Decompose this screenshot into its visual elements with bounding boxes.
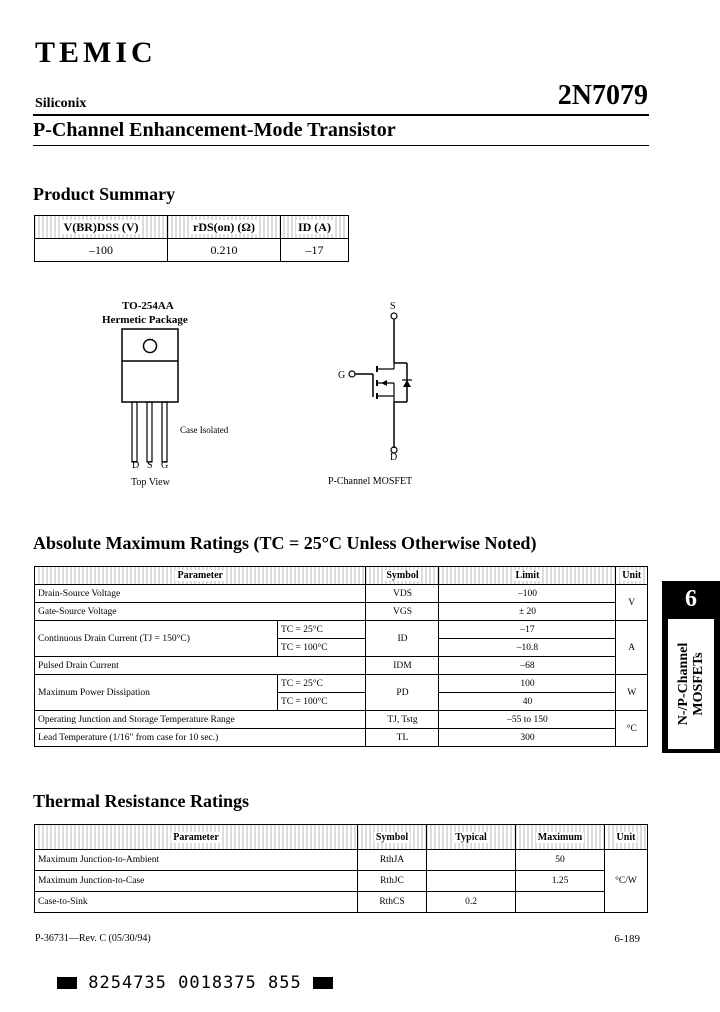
amr-header-unit: Unit xyxy=(616,567,648,585)
header-rule xyxy=(33,114,649,116)
brand-name: Siliconix xyxy=(35,96,87,111)
amr-idm-symbol: IDM xyxy=(366,657,439,675)
part-number: 2N7079 xyxy=(557,80,648,111)
package-drawing xyxy=(110,326,250,476)
company-logo: TEMIC xyxy=(35,36,157,69)
schematic-d-label: D xyxy=(390,452,398,463)
tr-ja-typical xyxy=(427,850,516,871)
barcode-block-left xyxy=(57,977,77,989)
tr-ja-param: Maximum Junction-to-Ambient xyxy=(35,850,358,871)
barcode-line xyxy=(57,973,333,993)
amr-pd-symbol: PD xyxy=(366,675,439,711)
amr-id-limit1: –17 xyxy=(439,621,616,639)
amr-pd-limit2: 40 xyxy=(439,693,616,711)
page-title: P-Channel Enhancement-Mode Transistor xyxy=(33,119,396,141)
thermal-heading: Thermal Resistance Ratings xyxy=(33,791,249,811)
amr-vgs-param: Gate-Source Voltage xyxy=(35,603,366,621)
tr-cs-param: Case-to-Sink xyxy=(35,892,358,913)
tr-cs-typical: 0.2 xyxy=(427,892,516,913)
tr-header-maximum: Maximum xyxy=(516,825,605,850)
package-type: Hermetic Package xyxy=(102,314,188,326)
amr-tj-symbol: TJ, Tstg xyxy=(366,711,439,729)
section-label-box xyxy=(668,619,714,749)
amr-id-limit2: –10.8 xyxy=(439,639,616,657)
amr-tl-symbol: TL xyxy=(366,729,439,747)
amr-idm-limit: –68 xyxy=(439,657,616,675)
tr-ja-symbol: RthJA xyxy=(358,850,427,871)
section-tab xyxy=(662,581,720,753)
title-rule xyxy=(33,145,649,146)
amr-id-unit: A xyxy=(616,621,648,675)
tr-unit: °C/W xyxy=(605,850,648,913)
barcode-block-right xyxy=(313,977,333,989)
pin-s-label: S xyxy=(147,460,153,471)
amr-vds-limit: –100 xyxy=(439,585,616,603)
amr-pd-unit: W xyxy=(616,675,648,711)
schematic-s-label: S xyxy=(390,301,396,312)
amr-id-param: Continuous Drain Current (TJ = 150°C) xyxy=(35,621,278,657)
case-note: Case Isolated xyxy=(180,425,229,435)
section-number: 6 xyxy=(685,586,697,612)
pin-d-label: D xyxy=(132,460,140,471)
tr-header-typical: Typical xyxy=(427,825,516,850)
top-view-label: Top View xyxy=(131,477,170,488)
tr-jc-maximum: 1.25 xyxy=(516,871,605,892)
amr-vds-symbol: VDS xyxy=(366,585,439,603)
mosfet-symbol xyxy=(345,310,425,455)
pin-g-label: G xyxy=(161,460,169,471)
tr-jc-param: Maximum Junction-to-Case xyxy=(35,871,358,892)
amr-tj-param: Operating Junction and Storage Temperature Range xyxy=(35,711,366,729)
amr-tj-unit: °C xyxy=(616,711,648,747)
abs-max-table xyxy=(34,566,648,747)
thermal-table xyxy=(34,824,648,913)
tr-header-param: Parameter xyxy=(35,825,358,850)
tr-cs-symbol: RthCS xyxy=(358,892,427,913)
amr-pd-cond2: TC = 100°C xyxy=(278,693,366,711)
ps-header-vbr: V(BR)DSS (V) xyxy=(35,216,168,239)
product-summary-heading: Product Summary xyxy=(33,184,176,204)
tr-header-symbol: Symbol xyxy=(358,825,427,850)
amr-tl-limit: 300 xyxy=(439,729,616,747)
amr-header-param: Parameter xyxy=(35,567,366,585)
tr-jc-typical xyxy=(427,871,516,892)
amr-pd-param: Maximum Power Dissipation xyxy=(35,675,278,711)
ps-header-id: ID (A) xyxy=(280,216,348,239)
amr-header-symbol: Symbol xyxy=(366,567,439,585)
amr-id-cond2: TC = 100°C xyxy=(278,639,366,657)
page-number: 6-189 xyxy=(614,933,640,945)
schematic-caption: P-Channel MOSFET xyxy=(328,476,413,487)
ps-value-id: –17 xyxy=(280,239,348,262)
tr-cs-maximum xyxy=(516,892,605,913)
amr-vgs-limit: ± 20 xyxy=(439,603,616,621)
product-summary-table xyxy=(34,215,349,262)
amr-vgs-symbol: VGS xyxy=(366,603,439,621)
tr-header-unit: Unit xyxy=(605,825,648,850)
amr-idm-param: Pulsed Drain Current xyxy=(35,657,366,675)
schematic-g-label: G xyxy=(338,370,346,381)
tr-ja-maximum: 50 xyxy=(516,850,605,871)
abs-max-heading: Absolute Maximum Ratings (TC = 25°C Unless Otherwise Noted) xyxy=(33,533,537,553)
package-name: TO-254AA xyxy=(122,300,174,312)
amr-vds-param: Drain-Source Voltage xyxy=(35,585,366,603)
amr-header-limit: Limit xyxy=(439,567,616,585)
amr-id-symbol: ID xyxy=(366,621,439,657)
ps-header-rds: rDS(on) (Ω) xyxy=(168,216,281,239)
barcode-text: 8254735 0018375 855 xyxy=(88,973,302,993)
amr-id-cond1: TC = 25°C xyxy=(278,621,366,639)
section-label: N-/P-Channel MOSFETs xyxy=(676,642,706,726)
amr-tl-param: Lead Temperature (1/16" from case for 10 sec.) xyxy=(35,729,366,747)
amr-vds-unit: V xyxy=(616,585,648,621)
amr-pd-limit1: 100 xyxy=(439,675,616,693)
ps-value-vbr: –100 xyxy=(35,239,168,262)
amr-tj-limit: –55 to 150 xyxy=(439,711,616,729)
ps-value-rds: 0.210 xyxy=(168,239,281,262)
doc-id: P-36731—Rev. C (05/30/94) xyxy=(35,933,151,944)
amr-pd-cond1: TC = 25°C xyxy=(278,675,366,693)
tr-jc-symbol: RthJC xyxy=(358,871,427,892)
